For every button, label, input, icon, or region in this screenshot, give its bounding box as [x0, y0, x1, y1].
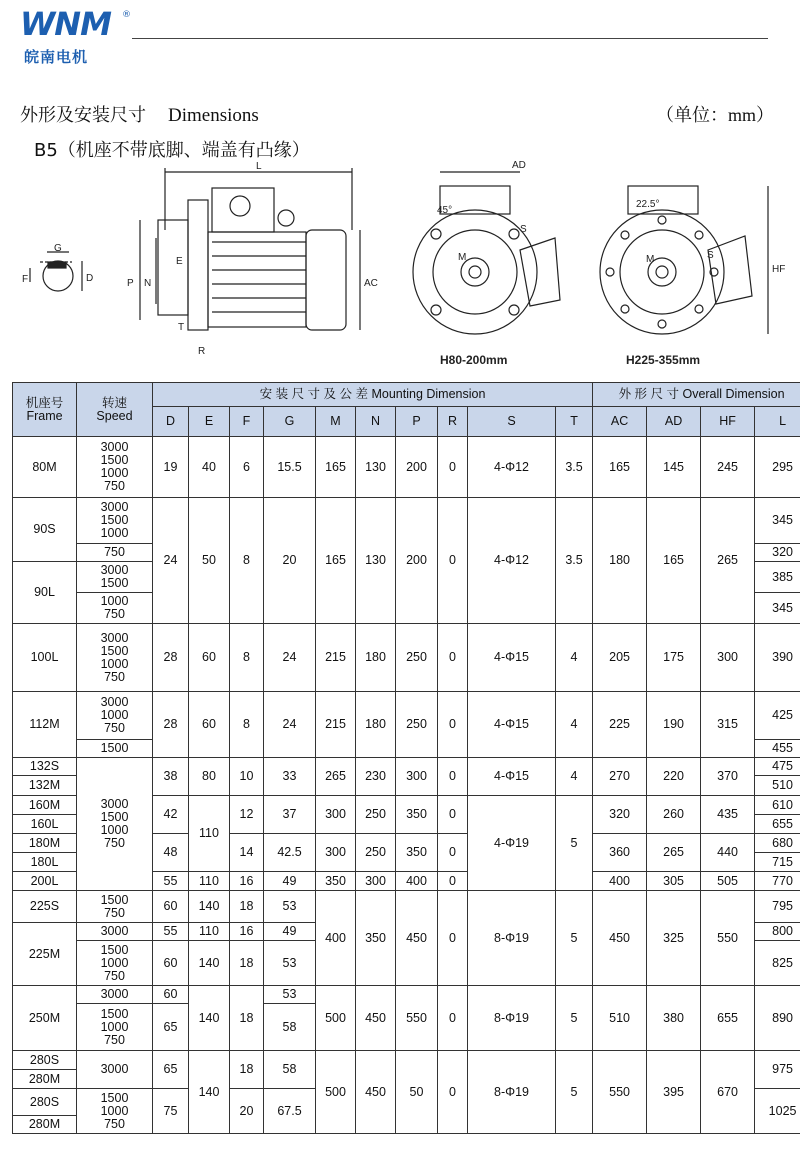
table-cell: 265: [701, 498, 755, 624]
table-cell: 3000: [77, 986, 153, 1004]
brand-logo: [20, 6, 140, 68]
table-cell: 140: [189, 941, 230, 986]
table-cell: 455: [755, 740, 800, 758]
table-row: [13, 986, 800, 1004]
table-cell: 58: [264, 1004, 316, 1051]
table-cell: 65: [153, 1051, 189, 1089]
table-cell: 140: [189, 1051, 230, 1134]
table-cell: 250: [396, 624, 438, 692]
table-cell: 395: [647, 1051, 701, 1134]
label-angle-22: 22.5°: [636, 199, 660, 210]
table-cell: 65: [153, 1004, 189, 1051]
table-cell: 160M: [13, 796, 77, 815]
table-cell: 165: [647, 498, 701, 624]
table-cell: 110: [189, 796, 230, 872]
table-cell: 1500 1000 750: [77, 1004, 153, 1051]
unit-label: （单位：mm）: [655, 105, 774, 125]
table-cell: 750: [77, 544, 153, 562]
table-cell: 90L: [13, 562, 77, 624]
table-cell: 0: [438, 834, 468, 872]
table-cell: 8: [230, 624, 264, 692]
table-cell: 55: [153, 923, 189, 941]
table-cell: 215: [316, 624, 356, 692]
table-cell: 165: [593, 437, 647, 498]
table-cell: 0: [438, 872, 468, 891]
table-cell: 655: [701, 986, 755, 1051]
table-cell: 770: [755, 872, 800, 891]
table-cell: 180: [593, 498, 647, 624]
col-header: D: [153, 407, 189, 437]
table-cell: 132S: [13, 758, 77, 776]
table-cell: 795: [755, 891, 800, 923]
table-cell: 225S: [13, 891, 77, 923]
table-cell: 0: [438, 796, 468, 834]
table-cell: 300: [701, 624, 755, 692]
table-cell: 4: [556, 758, 593, 796]
label-angle-45: 45°: [437, 205, 453, 216]
table-cell: 300: [396, 758, 438, 796]
label-P: P: [127, 278, 134, 289]
table-cell: 800: [755, 923, 800, 941]
table-cell: 320: [755, 544, 800, 562]
table-cell: 1025: [755, 1089, 800, 1134]
table-cell: 1500 1000 750: [77, 941, 153, 986]
table-cell: 180: [356, 624, 396, 692]
table-cell: 370: [701, 758, 755, 796]
table-cell: 3000 1000 750: [77, 692, 153, 740]
table-cell: 10: [230, 758, 264, 796]
table-cell: 49: [264, 872, 316, 891]
header-divider: [132, 38, 768, 39]
table-cell: 0: [438, 1051, 468, 1134]
table-cell: 550: [593, 1051, 647, 1134]
motor-side-view: [127, 161, 378, 357]
table-cell: 24: [264, 624, 316, 692]
label-T: T: [178, 322, 185, 333]
table-cell: 18: [230, 891, 264, 923]
table-cell: 18: [230, 941, 264, 986]
table-cell: 550: [396, 986, 438, 1051]
table-cell: 4-Φ15: [468, 758, 556, 796]
table-cell: 4-Φ15: [468, 692, 556, 758]
table-cell: 132M: [13, 776, 77, 796]
table-cell: 315: [701, 692, 755, 758]
table-cell: 3000 1500 1000 750: [77, 437, 153, 498]
table-cell: 49: [264, 923, 316, 941]
table-cell: 3.5: [556, 498, 593, 624]
table-cell: 24: [264, 692, 316, 758]
col-header: N: [356, 407, 396, 437]
table-cell: 655: [755, 815, 800, 834]
table-cell: 180M: [13, 834, 77, 853]
table-cell: 510: [593, 986, 647, 1051]
table-cell: 16: [230, 872, 264, 891]
table-row: [13, 437, 800, 498]
label-F: F: [22, 274, 29, 285]
col-header: AC: [593, 407, 647, 437]
table-cell: 5: [556, 1051, 593, 1134]
dimension-table: [12, 382, 800, 1134]
label-M-large: M: [646, 254, 655, 265]
table-cell: 100L: [13, 624, 77, 692]
table-cell: 110: [189, 872, 230, 891]
table-cell: 295: [755, 437, 800, 498]
label-E: E: [176, 256, 183, 267]
table-cell: 3000 1500 1000 750: [77, 624, 153, 692]
table-cell: 3.5: [556, 437, 593, 498]
table-cell: 280M: [13, 1070, 77, 1089]
label-D: D: [86, 273, 94, 284]
table-cell: 345: [755, 593, 800, 624]
table-cell: 3000 1500 1000 750: [77, 758, 153, 891]
table-cell: 33: [264, 758, 316, 796]
col-header: E: [189, 407, 230, 437]
table-cell: 350: [396, 796, 438, 834]
table-cell: 55: [153, 872, 189, 891]
col-header: G: [264, 407, 316, 437]
table-row: [13, 692, 800, 740]
table-cell: 48: [153, 834, 189, 872]
table-cell: 60: [153, 941, 189, 986]
table-cell: 53: [264, 986, 316, 1004]
table-cell: 435: [701, 796, 755, 834]
table-cell: 3000 1500 1000: [77, 498, 153, 544]
table-cell: 350: [316, 872, 356, 891]
table-cell: 510: [755, 776, 800, 796]
table-cell: 80M: [13, 437, 77, 498]
col-header: P: [396, 407, 438, 437]
table-cell: 500: [316, 986, 356, 1051]
table-cell: 60: [153, 891, 189, 923]
table-cell: 19: [153, 437, 189, 498]
table-cell: 42: [153, 796, 189, 834]
title-cn: 外形及安装尺寸: [20, 105, 146, 126]
table-cell: 38: [153, 758, 189, 796]
table-cell: 3000: [77, 1051, 153, 1089]
label-N: N: [144, 278, 152, 289]
table-cell: 345: [755, 498, 800, 544]
label-AC: AC: [364, 278, 378, 289]
col-header: S: [468, 407, 556, 437]
table-cell: 260: [647, 796, 701, 834]
brand-logo-text: WNM: [20, 5, 111, 43]
table-cell: 112M: [13, 692, 77, 758]
table-cell: 890: [755, 986, 800, 1051]
table-cell: 390: [755, 624, 800, 692]
table-row: [13, 891, 800, 923]
table-cell: 300: [316, 834, 356, 872]
table-cell: 4: [556, 692, 593, 758]
table-cell: 500: [316, 1051, 356, 1134]
table-cell: 8-Φ19: [468, 891, 556, 986]
table-cell: 180L: [13, 853, 77, 872]
table-cell: 5: [556, 986, 593, 1051]
col-header: T: [556, 407, 593, 437]
table-cell: 1000 750: [77, 593, 153, 624]
table-cell: 975: [755, 1051, 800, 1089]
table-cell: 610: [755, 796, 800, 815]
label-L: L: [256, 161, 262, 172]
table-cell: 250: [356, 796, 396, 834]
table-cell: 0: [438, 498, 468, 624]
table-cell: 130: [356, 437, 396, 498]
table-cell: 5: [556, 796, 593, 891]
table-cell: 175: [647, 624, 701, 692]
label-AD: AD: [512, 160, 526, 171]
table-cell: 165: [316, 437, 356, 498]
table-cell: 160L: [13, 815, 77, 834]
table-cell: 50: [396, 1051, 438, 1134]
col-header: AD: [647, 407, 701, 437]
table-cell: 15.5: [264, 437, 316, 498]
table-cell: 1500 1000 750: [77, 1089, 153, 1134]
table-cell: 270: [593, 758, 647, 796]
caption-large-frames: H225-355mm: [626, 353, 701, 367]
table-cell: 80: [189, 758, 230, 796]
table-cell: 250: [356, 834, 396, 872]
overall-group-header: 外 形 尺 寸 Overall Dimension: [593, 383, 800, 407]
table-cell: 1500 750: [77, 891, 153, 923]
table-cell: 380: [647, 986, 701, 1051]
table-row: [13, 498, 800, 544]
table-cell: 550: [701, 891, 755, 986]
table-cell: 325: [647, 891, 701, 986]
table-cell: 0: [438, 891, 468, 986]
table-cell: 165: [316, 498, 356, 624]
table-cell: 60: [189, 692, 230, 758]
flange-view-small: [413, 160, 560, 367]
shaft-section-view: [22, 243, 93, 291]
table-cell: 350: [396, 834, 438, 872]
table-cell: 0: [438, 624, 468, 692]
label-S-small: S: [520, 224, 527, 235]
table-cell: 205: [593, 624, 647, 692]
table-cell: 450: [396, 891, 438, 986]
table-cell: 220: [647, 758, 701, 796]
table-cell: 8: [230, 498, 264, 624]
table-cell: 320: [593, 796, 647, 834]
col-header: F: [230, 407, 264, 437]
table-cell: 450: [356, 1051, 396, 1134]
table-cell: 450: [356, 986, 396, 1051]
table-cell: 18: [230, 986, 264, 1051]
table-cell: 670: [701, 1051, 755, 1134]
table-cell: 53: [264, 891, 316, 923]
table-cell: 16: [230, 923, 264, 941]
table-cell: 58: [264, 1051, 316, 1089]
table-cell: 37: [264, 796, 316, 834]
label-M-small: M: [458, 252, 467, 263]
table-cell: 8: [230, 692, 264, 758]
table-cell: 8-Φ19: [468, 986, 556, 1051]
brand-name-cn: 皖南电机: [24, 48, 89, 66]
table-cell: 245: [701, 437, 755, 498]
table-cell: 130: [356, 498, 396, 624]
dimension-drawing: [0, 160, 800, 380]
table-cell: 0: [438, 437, 468, 498]
table-cell: 3000: [77, 923, 153, 941]
table-cell: 6: [230, 437, 264, 498]
table-cell: 215: [316, 692, 356, 758]
frame-header: 机座号 Frame: [13, 383, 77, 437]
table-cell: 305: [647, 872, 701, 891]
table-cell: 90S: [13, 498, 77, 562]
page-title: [20, 101, 259, 127]
table-cell: 4-Φ15: [468, 624, 556, 692]
label-G: G: [54, 243, 62, 254]
col-header: M: [316, 407, 356, 437]
table-cell: 825: [755, 941, 800, 986]
table-cell: 200: [396, 498, 438, 624]
flange-view-large: [600, 186, 785, 367]
table-cell: 280S: [13, 1051, 77, 1070]
table-cell: 140: [189, 986, 230, 1051]
table-cell: 67.5: [264, 1089, 316, 1134]
table-cell: 4-Φ19: [468, 796, 556, 891]
table-cell: 4: [556, 624, 593, 692]
table-cell: 60: [189, 624, 230, 692]
table-cell: 42.5: [264, 834, 316, 872]
label-R: R: [198, 346, 206, 357]
col-header: HF: [701, 407, 755, 437]
table-cell: 280M: [13, 1116, 77, 1134]
mounting-group-header: 安 装 尺 寸 及 公 差 Mounting Dimension: [153, 383, 593, 407]
table-cell: 140: [189, 891, 230, 923]
table-cell: 18: [230, 1051, 264, 1089]
table-cell: 4-Φ12: [468, 437, 556, 498]
table-cell: 400: [593, 872, 647, 891]
table-cell: 250M: [13, 986, 77, 1051]
table-cell: 715: [755, 853, 800, 872]
table-cell: 0: [438, 692, 468, 758]
table-row: [13, 624, 800, 692]
table-cell: 200L: [13, 872, 77, 891]
table-cell: 50: [189, 498, 230, 624]
table-cell: 60: [153, 986, 189, 1004]
table-cell: 475: [755, 758, 800, 776]
mount-type-subtitle: B5（机座不带底脚、端盖有凸缘）: [34, 140, 310, 161]
table-cell: 225: [593, 692, 647, 758]
table-cell: 300: [316, 796, 356, 834]
table-cell: 75: [153, 1089, 189, 1134]
table-cell: 225M: [13, 923, 77, 986]
table-cell: 450: [593, 891, 647, 986]
table-cell: 200: [396, 437, 438, 498]
table-cell: 385: [755, 562, 800, 593]
table-row: [13, 758, 800, 776]
label-S-large: S: [707, 250, 714, 261]
table-cell: 5: [556, 891, 593, 986]
table-cell: 12: [230, 796, 264, 834]
table-cell: 180: [356, 692, 396, 758]
table-cell: 20: [230, 1089, 264, 1134]
table-cell: 505: [701, 872, 755, 891]
table-cell: 250: [396, 692, 438, 758]
table-cell: 1500: [77, 740, 153, 758]
table-cell: 440: [701, 834, 755, 872]
table-cell: 350: [356, 891, 396, 986]
table-cell: 40: [189, 437, 230, 498]
col-header: L: [755, 407, 800, 437]
table-cell: 280S: [13, 1089, 77, 1116]
table-cell: 14: [230, 834, 264, 872]
table-cell: 4-Φ12: [468, 498, 556, 624]
table-cell: 0: [438, 758, 468, 796]
caption-small-frames: H80-200mm: [440, 353, 508, 367]
table-cell: 28: [153, 692, 189, 758]
table-cell: 110: [189, 923, 230, 941]
table-cell: 680: [755, 834, 800, 853]
table-cell: 190: [647, 692, 701, 758]
table-cell: 0: [438, 986, 468, 1051]
table-cell: 360: [593, 834, 647, 872]
speed-header: 转速 Speed: [77, 383, 153, 437]
label-HF: HF: [772, 264, 786, 275]
table-cell: 145: [647, 437, 701, 498]
registered-mark: ®: [122, 10, 131, 20]
table-cell: 20: [264, 498, 316, 624]
table-cell: 28: [153, 624, 189, 692]
table-cell: 400: [396, 872, 438, 891]
table-cell: 300: [356, 872, 396, 891]
table-row: [13, 1051, 800, 1070]
table-cell: 425: [755, 692, 800, 740]
table-cell: 53: [264, 941, 316, 986]
table-cell: 400: [316, 891, 356, 986]
table-cell: 265: [316, 758, 356, 796]
table-cell: 3000 1500: [77, 562, 153, 593]
table-cell: 230: [356, 758, 396, 796]
col-header: R: [438, 407, 468, 437]
table-cell: 24: [153, 498, 189, 624]
title-en: Dimensions: [168, 105, 259, 126]
table-cell: 8-Φ19: [468, 1051, 556, 1134]
table-cell: 265: [647, 834, 701, 872]
